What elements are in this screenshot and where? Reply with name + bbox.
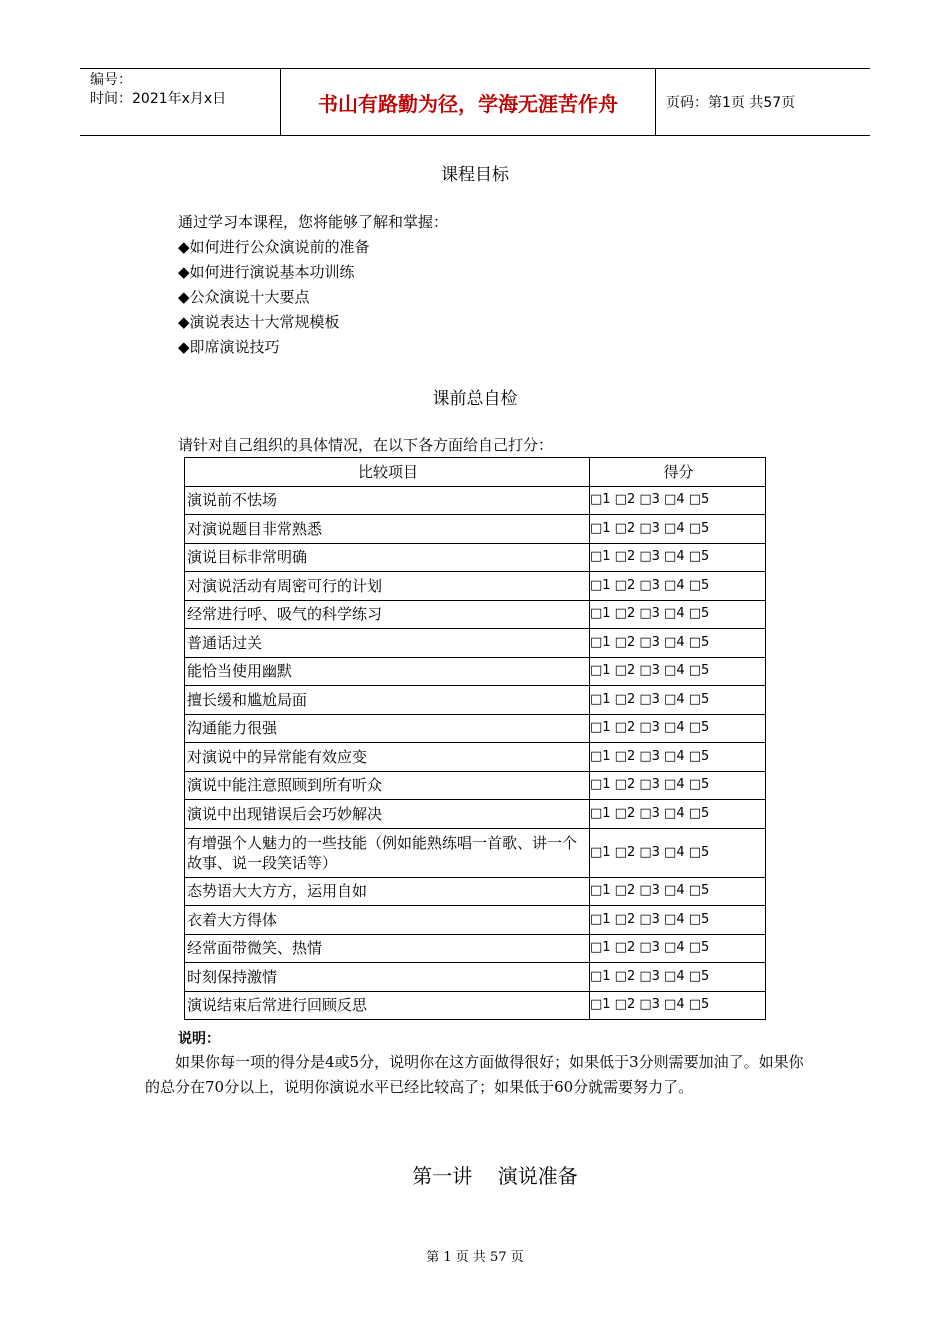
table-row (185, 686, 766, 715)
table-row (185, 714, 766, 743)
column-header-score: 得分 (590, 458, 766, 487)
table-row (185, 877, 766, 906)
table-row (185, 963, 766, 992)
score-checkboxes[interactable]: □1 □2 □3 □4 □5 (590, 657, 766, 686)
table-header-row (185, 458, 766, 487)
row-item: 演说结束后常进行回顾反思 (185, 991, 590, 1020)
score-checkboxes[interactable]: □1 □2 □3 □4 □5 (590, 828, 766, 877)
table-row (185, 906, 766, 935)
score-checkboxes[interactable]: □1 □2 □3 □4 □5 (590, 771, 766, 800)
objective-item: ◆ 公众演说十大要点 (178, 285, 448, 310)
table-row (185, 800, 766, 829)
objectives-block (178, 210, 448, 360)
objective-item: ◆ 如何进行公众演说前的准备 (178, 235, 448, 260)
row-item: 擅长缓和尴尬局面 (185, 686, 590, 715)
objective-item: ◆ 即席演说技巧 (178, 335, 448, 360)
row-item: 经常进行呼、吸气的科学练习 (185, 600, 590, 629)
row-item: 普通话过关 (185, 629, 590, 658)
row-item: 演说中能注意照顾到所有听众 (185, 771, 590, 800)
header-meta (80, 69, 280, 135)
table-row (185, 486, 766, 515)
objective-item: ◆ 如何进行演说基本功训练 (178, 260, 448, 285)
table-row (185, 515, 766, 544)
serial-label: 编号： (90, 72, 132, 88)
row-item: 沟通能力很强 (185, 714, 590, 743)
header-motto: 书山有路勤为径，学海无涯苦作舟 (280, 69, 656, 135)
table-row (185, 934, 766, 963)
note-text: 如果你每一项的得分是4或5分，说明你在这方面做得很好；如果低于3分则需要加油了。如果你的总分在70分以上，说明你演说水平已经比较高了；如果低于60分就需要努力了。 (145, 1053, 804, 1096)
score-checkboxes[interactable]: □1 □2 □3 □4 □5 (590, 743, 766, 772)
score-checkboxes[interactable]: □1 □2 □3 □4 □5 (590, 800, 766, 829)
page-header (80, 68, 870, 136)
objectives-title: 课程目标 (441, 165, 509, 185)
page-footer: 第 1 页 共 57 页 (426, 1250, 524, 1265)
row-item: 时刻保持激情 (185, 963, 590, 992)
score-checkboxes[interactable]: □1 □2 □3 □4 □5 (590, 906, 766, 935)
row-item: 经常面带微笑、热情 (185, 934, 590, 963)
row-item: 态势语大大方方，运用自如 (185, 877, 590, 906)
score-checkboxes[interactable]: □1 □2 □3 □4 □5 (590, 686, 766, 715)
chapter-title: 第一讲 演说准备 (412, 1164, 578, 1188)
score-checkboxes[interactable]: □1 □2 □3 □4 □5 (590, 543, 766, 572)
row-item: 能恰当使用幽默 (185, 657, 590, 686)
row-item: 对演说活动有周密可行的计划 (185, 572, 590, 601)
table-row (185, 543, 766, 572)
score-checkboxes[interactable]: □1 □2 □3 □4 □5 (590, 991, 766, 1020)
self-check-intro: 请针对自己组织的具体情况，在以下各方面给自己打分： (178, 436, 554, 454)
score-checkboxes[interactable]: □1 □2 □3 □4 □5 (590, 934, 766, 963)
score-checkboxes[interactable]: □1 □2 □3 □4 □5 (590, 963, 766, 992)
row-item: 有增强个人魅力的一些技能（例如能熟练唱一首歌、讲一个故事、说一段笑话等） (185, 828, 590, 877)
row-item: 对演说题目非常熟悉 (185, 515, 590, 544)
score-checkboxes[interactable]: □1 □2 □3 □4 □5 (590, 600, 766, 629)
table-row (185, 657, 766, 686)
objectives-intro: 通过学习本课程，您将能够了解和掌握： (178, 213, 449, 231)
score-checkboxes[interactable]: □1 □2 □3 □4 □5 (590, 877, 766, 906)
table-row (185, 991, 766, 1020)
score-checkboxes[interactable]: □1 □2 □3 □4 □5 (590, 486, 766, 515)
table-row (185, 828, 766, 877)
self-check-title: 课前总自检 (432, 389, 518, 409)
row-item: 演说目标非常明确 (185, 543, 590, 572)
objective-item: ◆ 演说表达十大常规模板 (178, 310, 448, 335)
table-row (185, 600, 766, 629)
table-row (185, 629, 766, 658)
row-item: 对演说中的异常能有效应变 (185, 743, 590, 772)
header-page-info: 页码：第1页 共57页 (666, 95, 796, 111)
note-label: 说明： (178, 1031, 220, 1047)
row-item: 衣着大方得体 (185, 906, 590, 935)
score-checkboxes[interactable]: □1 □2 □3 □4 □5 (590, 714, 766, 743)
table-row (185, 572, 766, 601)
score-checkboxes[interactable]: □1 □2 □3 □4 □5 (590, 629, 766, 658)
column-header-item: 比较项目 (185, 458, 590, 487)
table-row (185, 743, 766, 772)
table-row (185, 771, 766, 800)
score-checkboxes[interactable]: □1 □2 □3 □4 □5 (590, 515, 766, 544)
score-checkboxes[interactable]: □1 □2 □3 □4 □5 (590, 572, 766, 601)
row-item: 演说前不怯场 (185, 486, 590, 515)
row-item: 演说中出现错误后会巧妙解决 (185, 800, 590, 829)
date-label: 时间：2021年x月x日 (90, 91, 227, 107)
self-check-table (184, 457, 766, 1020)
